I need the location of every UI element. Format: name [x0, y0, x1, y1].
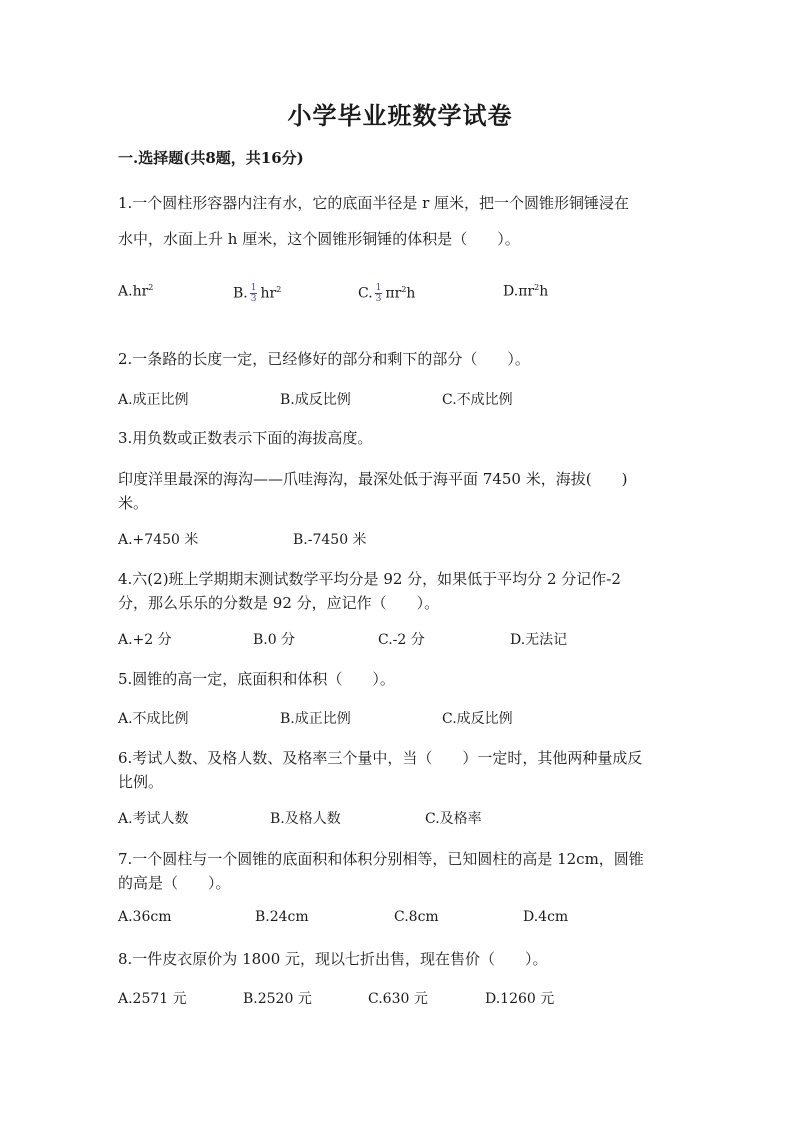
option-a: $A.hr^2$ — [118, 283, 154, 300]
question-5 — [118, 667, 688, 691]
question-4-options — [118, 629, 718, 651]
question-1 — [118, 185, 688, 257]
question-text-line: 3.用负数或正数表示下面的海拔高度。 — [118, 429, 373, 447]
option-a: A.考试人数 — [118, 811, 189, 827]
question-text-line: 8.一件皮衣原价为 1800 元，现以七折出售，现在售价（ ）。 — [118, 950, 548, 968]
question-3-options — [118, 529, 718, 551]
option-c: C. $\frac{1}{3}$ $\pi r^2h$ — [358, 283, 416, 304]
option-c: C.-2 分 — [378, 632, 425, 648]
question-8 — [118, 947, 688, 971]
question-3-statement — [118, 467, 688, 515]
question-6 — [118, 746, 688, 794]
option-a: A.成正比例 — [118, 392, 189, 408]
option-b: B.24cm — [255, 909, 309, 925]
question-text-line: 米。 — [118, 494, 149, 512]
option-c: C.不成比例 — [442, 392, 513, 408]
option-d: D.1260 元 — [485, 991, 555, 1007]
question-7-options — [118, 909, 718, 931]
option-b: B. $\frac{1}{3}$ $hr^2$ — [233, 283, 282, 304]
option-d: D.无法记 — [510, 632, 568, 648]
option-b: B.及格人数 — [270, 811, 341, 827]
question-text-line: 1.一个圆柱形容器内注有水，它的底面半径是 r 厘米，把一个圆锥形铜锤浸在 — [118, 194, 630, 212]
question-text-line: 印度洋里最深的海沟——爪哇海沟，最深处低于海平面 7450 米，海拔( ) — [118, 470, 628, 488]
page-title: 小学毕业班数学试卷 — [287, 101, 513, 130]
fraction-one-third: $\frac{1}{3}$ — [375, 283, 382, 304]
question-2 — [118, 347, 688, 371]
option-b: B.成正比例 — [280, 711, 351, 727]
question-text-line: 分，那么乐乐的分数是 92 分，应记作（ ）。 — [118, 594, 440, 612]
option-c: C.630 元 — [368, 991, 428, 1007]
option-a: A.+7450 米 — [118, 532, 199, 548]
option-a: A.2571 元 — [118, 991, 187, 1007]
option-d: D.4cm — [523, 909, 569, 925]
fraction-one-third: $\frac{1}{3}$ — [250, 283, 257, 304]
option-b: B.成反比例 — [280, 392, 351, 408]
question-5-options — [118, 708, 718, 730]
option-b: B.-7450 米 — [293, 532, 367, 548]
option-d: $D.\pi r^2h$ — [503, 283, 549, 300]
option-a: A.36cm — [118, 909, 172, 925]
question-8-options — [118, 988, 718, 1010]
option-b: B.2520 元 — [243, 991, 312, 1007]
question-text-line: 6.考试人数、及格人数、及格率三个量中，当（ ）一定时，其他两种量成反 — [118, 749, 643, 767]
question-1-options — [118, 283, 718, 305]
question-text-line: 4.六(2)班上学期期末测试数学平均分是 92 分，如果低于平均分 2 分记作-2 — [118, 570, 621, 588]
question-7 — [118, 847, 688, 895]
question-text-line: 7.一个圆柱与一个圆锥的底面积和体积分别相等，已知圆柱的高是 12cm，圆锥 — [118, 850, 644, 868]
option-a: A.不成比例 — [118, 711, 189, 727]
question-4 — [118, 567, 688, 615]
question-text-line: 水中，水面上升 h 厘米，这个圆锥形铜锤的体积是（ ）。 — [118, 230, 520, 248]
question-2-options — [118, 389, 718, 411]
option-c: C.成反比例 — [442, 711, 513, 727]
question-text-line: 的高是（ ）。 — [118, 874, 231, 892]
question-text-line: 5.圆锥的高一定，底面积和体积（ ）。 — [118, 670, 395, 688]
question-text-line: 2.一条路的长度一定，已经修好的部分和剩下的部分（ ）。 — [118, 350, 530, 368]
question-3 — [118, 426, 688, 450]
option-c: C.及格率 — [425, 811, 482, 827]
option-c: C.8cm — [394, 909, 439, 925]
question-6-options — [118, 808, 718, 830]
section-heading: 一.选择题(共8题，共16分) — [118, 149, 304, 167]
option-b: B.0 分 — [253, 632, 296, 648]
option-a: A.+2 分 — [118, 632, 172, 648]
question-text-line: 比例。 — [118, 773, 164, 791]
